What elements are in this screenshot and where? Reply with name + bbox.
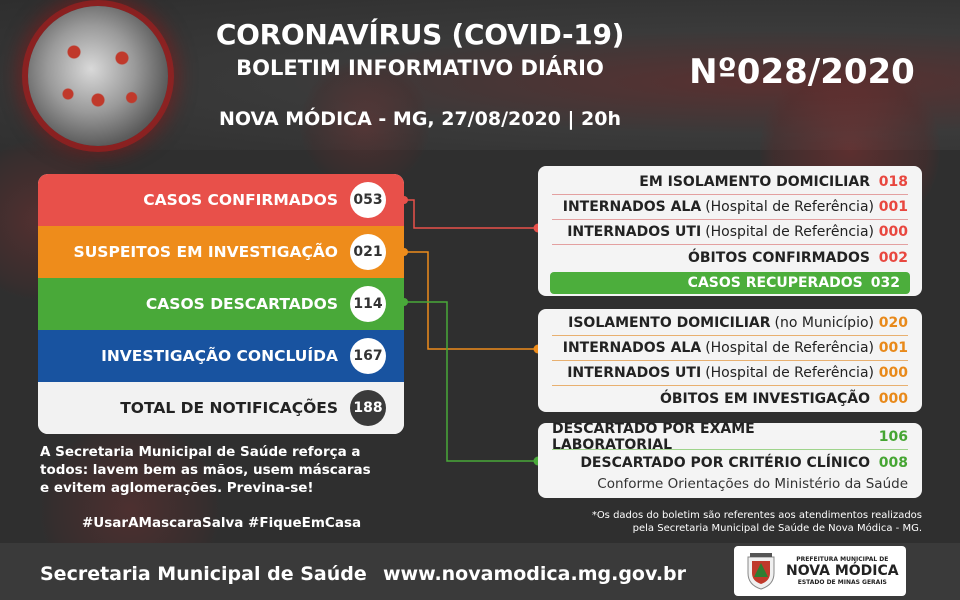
detail-row: EM ISOLAMENTO DOMICILIAR 018 (552, 170, 908, 195)
category-label: CASOS CONFIRMADOS (143, 191, 338, 209)
discarded-details-box (538, 423, 922, 498)
bulletin-number: Nº028/2020 (689, 52, 915, 92)
detail-row: ÓBITOS EM INVESTIGAÇÃO 000 (659, 390, 908, 407)
hashtags: #UsarAMascaraSalva #FiqueEmCasa (82, 515, 362, 531)
connector-discarded (404, 302, 538, 461)
detail-row: INTERNADOS UTI (Hospital de Referência) 000 (552, 220, 908, 245)
recovered-bar: CASOS RECUPERADOS 032 (550, 272, 910, 294)
connector-suspect (404, 252, 538, 349)
detail-row: ÓBITOS CONFIRMADOS 002 (687, 249, 908, 266)
category-label: INVESTIGAÇÃO CONCLUÍDA (101, 347, 338, 365)
detail-row: INTERNADOS ALA (Hospital de Referência) 001 (552, 336, 908, 361)
health-reminder: A Secretaria Municipal de Saúde reforça a todos: lavem bem as mãos, usem máscaras e evitem aglomerações. Previna-se! (40, 444, 371, 496)
confirmed-details-box (538, 166, 922, 296)
category-value: 021 (350, 234, 386, 270)
coronavirus-icon (28, 6, 168, 146)
detail-row: INTERNADOS ALA (Hospital de Referência) 001 (552, 195, 908, 220)
category-value: 188 (350, 390, 386, 426)
category-value: 114 (350, 286, 386, 322)
summary-panel (38, 174, 404, 434)
category-label: CASOS DESCARTADOS (145, 295, 338, 313)
connector-confirmed (404, 200, 538, 228)
category-concluded (38, 330, 404, 382)
category-label: SUSPEITOS EM INVESTIGAÇÃO (73, 243, 338, 261)
detail-row: INTERNADOS UTI (Hospital de Referência) 000 (552, 361, 908, 386)
municipality-logo (734, 546, 906, 596)
category-suspect (38, 226, 404, 278)
footer-website-link[interactable]: www.novamodica.mg.gov.br (383, 563, 687, 585)
footer-department: Secretaria Municipal de Saúde (40, 563, 367, 585)
page-subtitle: BOLETIM INFORMATIVO DIÁRIO (236, 56, 604, 80)
footnote: *Os dados do boletim são referentes aos atendimentos realizados pela Secretaria Municipal de Saúde de Nova Módica - MG. (591, 510, 922, 534)
detail-row: ISOLAMENTO DOMICILIAR (no Município) 020 (552, 311, 908, 336)
category-label: TOTAL DE NOTIFICAÇÕES (120, 399, 338, 417)
category-value: 053 (350, 182, 386, 218)
category-value: 167 (350, 338, 386, 374)
suspect-details-box (538, 309, 922, 412)
discarded-note: Conforme Orientações do Ministério da Saúde (597, 476, 908, 492)
location-date: NOVA MÓDICA - MG, 27/08/2020 | 20h (218, 108, 622, 130)
detail-row: DESCARTADO POR CRITÉRIO CLÍNICO 008 (580, 454, 908, 471)
category-confirmed (38, 174, 404, 226)
category-discarded (38, 278, 404, 330)
crest-icon (744, 551, 778, 591)
detail-row: DESCARTADO POR EXAME LABORATORIAL 106 (552, 421, 908, 453)
category-total (38, 382, 404, 434)
page-title: CORONAVÍRUS (COVID-19) (215, 18, 625, 51)
logo-text: PREFEITURA MUNICIPAL DE NOVA MÓDICA ESTADO DE MINAS GERAIS (786, 556, 899, 586)
